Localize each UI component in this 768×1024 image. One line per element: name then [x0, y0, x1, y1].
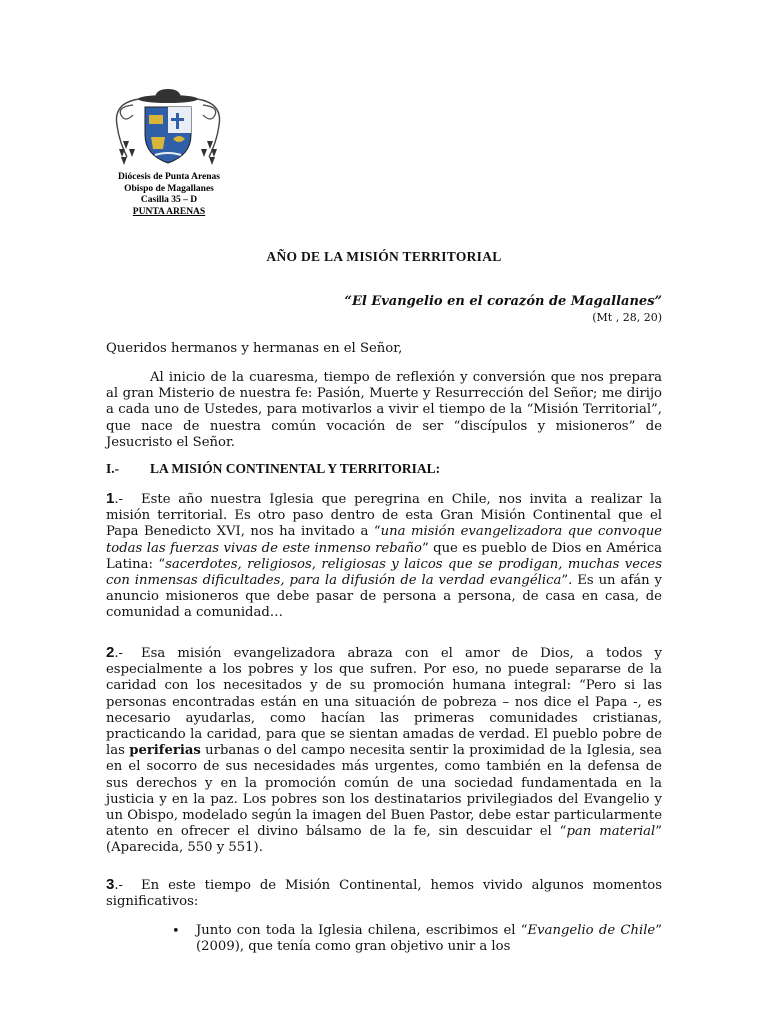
- paragraph-2-italic: pan material: [566, 824, 656, 840]
- letterhead: [90, 172, 248, 218]
- paragraph-1-number: 1: [106, 490, 115, 507]
- section-number: I.-: [106, 461, 120, 476]
- paragraph-1-sep: .-: [114, 492, 123, 507]
- bible-citation: (Mt , 28, 20): [592, 311, 662, 324]
- paragraph-2-text-b: urbanas o del campo necesita sentir la proximidad de la Iglesia, sea en el socorro de sus necesidades más urgentes, como también en la defensa de sus derechos y en la promoción común de una sociedad fundamentada en la justicia y en la paz. Los pobres son los destinatarios privilegiados del Evangelio y un Obispo, modelado según la imagen del Buen Pastor, debe estar particularmente atento en ofrecer el divino bálsamo de la fe, sin descuidar el “: [106, 743, 662, 840]
- paragraph-2-text-a: Esa misión evangelizadora abraza con el amor de Dios, a todos y especialmente a los pobres y los que sufren. Por eso, no puede separarse de la caridad con los necesitados y de su promoción humana integral: “Pero si las personas encontradas están en una situación de pobreza – nos dice el Papa -, es necesario ayudarlas, como hacían las primeras comunidades cristianas, practicando la caridad, para que se sientan amadas de verdad. El pueblo pobre de las: [106, 646, 662, 759]
- intro-paragraph: [106, 370, 662, 451]
- greeting: Queridos hermanos y hermanas en el Señor,: [106, 341, 403, 356]
- letterhead-po-box: Casilla 35 – D: [140, 195, 198, 205]
- paragraph-2-text-c: ” (Aparecida, 550 y 551).: [106, 824, 663, 856]
- paragraph-3: [106, 877, 662, 910]
- bullet-item-1-text-b: ” (2009), que tenía como gran objetivo unir a los: [196, 923, 662, 955]
- document-title: AÑO DE LA MISIÓN TERRITORIAL: [266, 249, 502, 264]
- section-heading: [106, 461, 440, 477]
- episcopal-coat-of-arms: [103, 85, 233, 167]
- paragraph-2: [106, 645, 662, 857]
- letterhead-diocese: Diócesis de Punta Arenas: [118, 172, 220, 182]
- motto: “El Evangelio en el corazón de Magallanes”: [344, 294, 662, 309]
- paragraph-2-sep: .-: [114, 646, 123, 661]
- paragraph-1-quote-a: una misión evangelizadora que convoque todas las fuerzas vivas de este inmenso rebaño: [106, 524, 662, 556]
- bullet-dot-icon: •: [172, 924, 180, 939]
- bullet-item-1-text-a: Junto con toda la Iglesia chilena, escribimos el “: [196, 923, 528, 938]
- paragraph-1-text-b: ” que es pueblo de Dios en América Latina: “: [106, 540, 662, 572]
- paragraph-1-text-c: ”. Es un afán y anuncio misioneros que debe pasar de persona a persona, de casa en casa, de comunidad a comunidad…: [106, 573, 662, 621]
- paragraph-3-text: En este tiempo de Misión Continental, hemos vivido algunos momentos significativos:: [106, 878, 662, 910]
- bullet-item-1: [196, 923, 662, 956]
- paragraph-1-text-a: Este año nuestra Iglesia que peregrina en Chile, nos invita a realizar la misión territorial. Es otro paso dentro de esta Gran Misión Continental que el Papa Benedicto XVI, nos ha invitado a “: [106, 492, 662, 540]
- paragraph-3-number: 3: [106, 876, 115, 893]
- paragraph-1-quote-b: sacerdotes, religiosos, religiosas y laicos que se prodigan, muchas veces con inmensas dificultades, para la difusión de la verdad evangélica: [106, 556, 662, 589]
- section-title: LA MISIÓN CONTINENTAL Y TERRITORIAL:: [150, 461, 441, 476]
- intro-text: Al inicio de la cuaresma, tiempo de reflexión y conversión que nos prepara al gran Misterio de nuestra fe: Pasión, Muerte y Resurrección del Señor; me dirijo a cada uno de Ustedes, para motivarlos a vivir el tiempo de la “Misión Territorial”, que nace de nuestra común vocación de ser “discípulos y misioneros” de Jesucristo el Señor.: [106, 370, 662, 450]
- bullet-item-1-title: Evangelio de Chile: [527, 923, 656, 938]
- letterhead-bishop: Obispo de Magallanes: [124, 183, 214, 194]
- paragraph-1: [106, 491, 662, 622]
- letterhead-city: PUNTA ARENAS: [132, 206, 206, 217]
- paragraph-3-sep: .-: [114, 878, 123, 893]
- paragraph-2-number: 2: [106, 644, 115, 661]
- paragraph-2-bold: periferias: [129, 743, 201, 759]
